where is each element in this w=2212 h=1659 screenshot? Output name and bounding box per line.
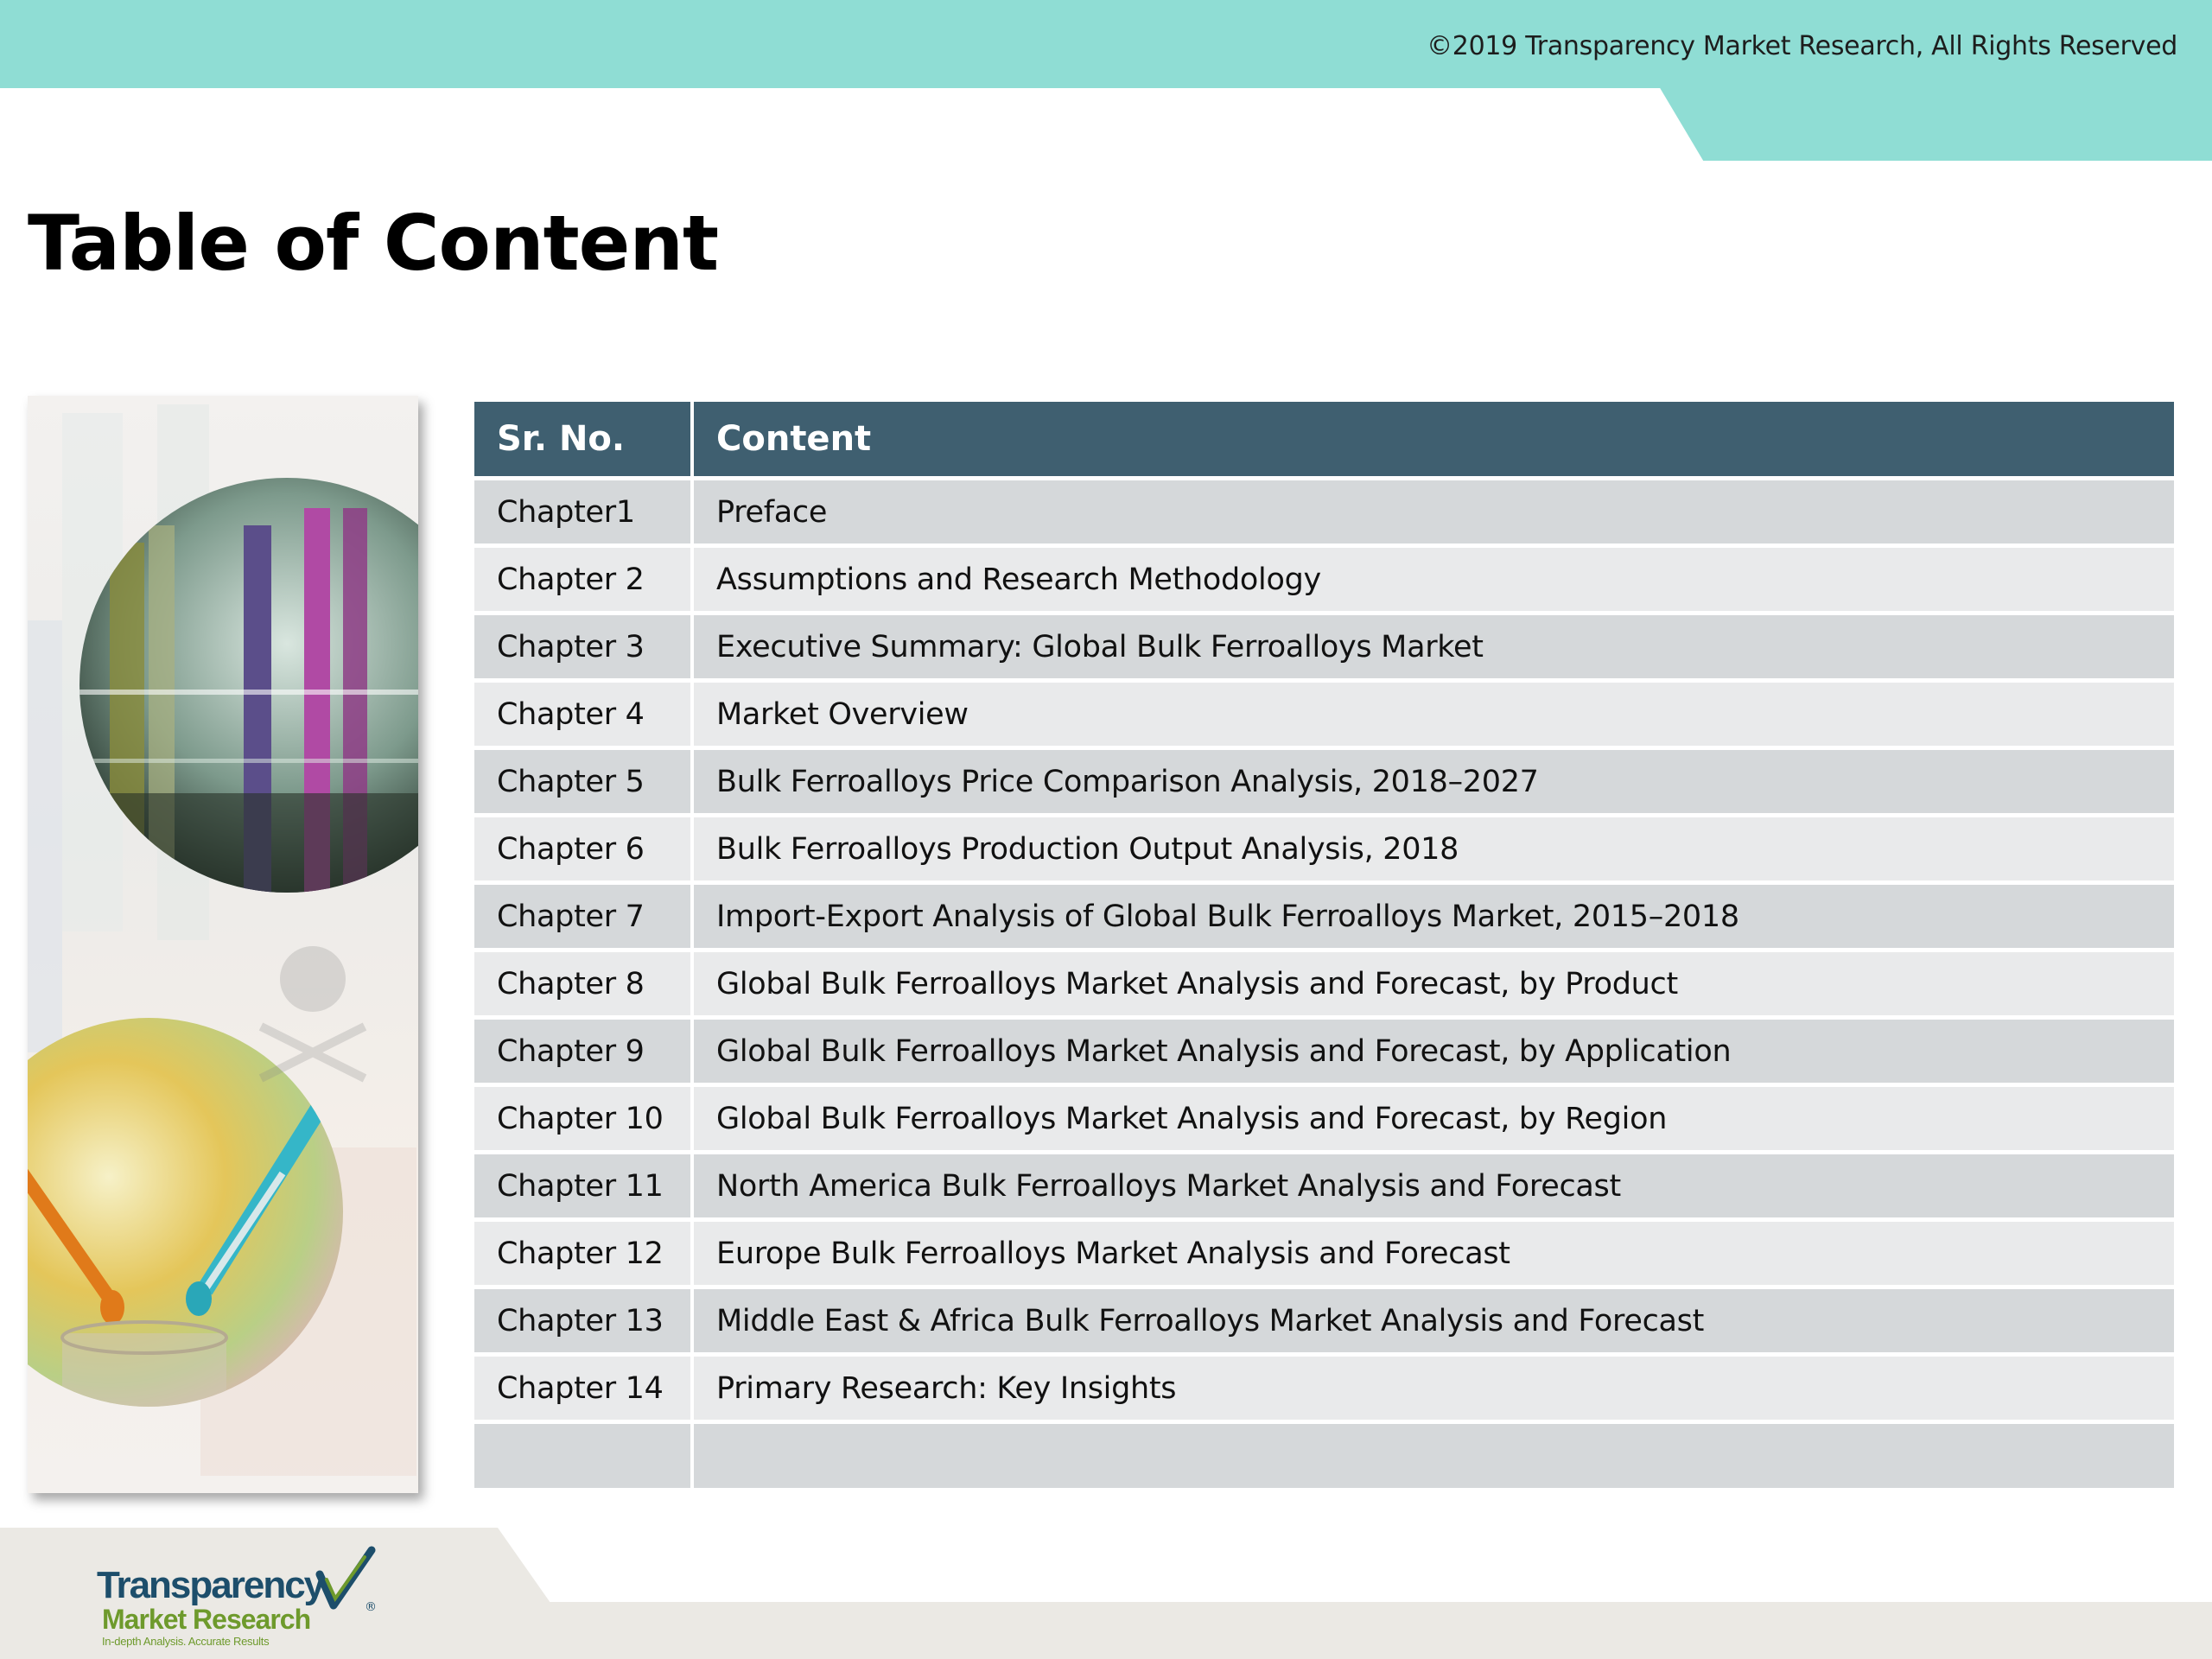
chapter-number: Chapter 4: [474, 683, 694, 746]
table-row: [474, 683, 2174, 746]
chapter-number: Chapter 7: [474, 885, 694, 948]
table-row: [474, 480, 2174, 543]
logo-tagline: In-depth Analysis. Accurate Results: [102, 1635, 270, 1648]
copyright-notice: ©2019 Transparency Market Research, All Rights Reserved: [1427, 31, 2177, 61]
table-row: [474, 1154, 2174, 1217]
table-row: [474, 1357, 2174, 1420]
chapter-title: Assumptions and Research Methodology: [694, 548, 2174, 611]
chapter-number: Chapter 11: [474, 1154, 694, 1217]
chapter-number: Chapter 13: [474, 1289, 694, 1352]
chapter-title: Executive Summary: Global Bulk Ferroalloys Market: [694, 615, 2174, 678]
test-tubes-photo: [79, 478, 418, 906]
chapter-number: Chapter 3: [474, 615, 694, 678]
chapter-title: North America Bulk Ferroalloys Market Analysis and Forecast: [694, 1154, 2174, 1217]
chapter-title: [694, 1424, 2174, 1488]
chapter-title: Import-Export Analysis of Global Bulk Ferroalloys Market, 2015–2018: [694, 885, 2174, 948]
col-header-sr-no: Sr. No.: [474, 402, 694, 476]
logo-line2: Market Research: [102, 1604, 311, 1635]
chapter-title: Middle East & Africa Bulk Ferroalloys Market Analysis and Forecast: [694, 1289, 2174, 1352]
col-header-content: Content: [694, 402, 2174, 476]
chapter-title: Bulk Ferroalloys Price Comparison Analysis, 2018–2027: [694, 750, 2174, 813]
chapter-number: Chapter 5: [474, 750, 694, 813]
chapter-title: Global Bulk Ferroalloys Market Analysis and Forecast, by Product: [694, 952, 2174, 1015]
chapter-title: Europe Bulk Ferroalloys Market Analysis and Forecast: [694, 1222, 2174, 1285]
table-row: [474, 548, 2174, 611]
chapter-number: Chapter 6: [474, 817, 694, 880]
checkmark-icon: [315, 1545, 377, 1614]
table-row: [474, 817, 2174, 880]
page-title: Table of Content: [28, 199, 719, 288]
table-row: [474, 615, 2174, 678]
chapter-number: Chapter 9: [474, 1020, 694, 1083]
chapter-title: Global Bulk Ferroalloys Market Analysis and Forecast, by Region: [694, 1087, 2174, 1150]
lab-image-panel: [28, 396, 418, 1493]
table-of-contents: [474, 397, 2174, 1492]
chapter-title: Global Bulk Ferroalloys Market Analysis and Forecast, by Application: [694, 1020, 2174, 1083]
chapter-number: Chapter 14: [474, 1357, 694, 1420]
chapter-title: Bulk Ferroalloys Production Output Analysis, 2018: [694, 817, 2174, 880]
table-row-empty: [474, 1424, 2174, 1488]
header-tab-shape: [1659, 86, 2212, 161]
table-row: [474, 1020, 2174, 1083]
chapter-number: Chapter 12: [474, 1222, 694, 1285]
table-header-row: [474, 402, 2174, 476]
table-row: [474, 1087, 2174, 1150]
chapter-title: Preface: [694, 480, 2174, 543]
chapter-number: Chapter 10: [474, 1087, 694, 1150]
chapter-title: Primary Research: Key Insights: [694, 1357, 2174, 1420]
table-row: [474, 750, 2174, 813]
table-row: [474, 1289, 2174, 1352]
table-row: [474, 885, 2174, 948]
chapter-number: [474, 1424, 694, 1488]
lab-illustration: [28, 396, 418, 1493]
table-row: [474, 952, 2174, 1015]
chapter-number: Chapter 8: [474, 952, 694, 1015]
logo-line1: Transparency: [97, 1564, 324, 1606]
registered-mark: ®: [365, 1600, 377, 1614]
company-logo: [97, 1545, 382, 1649]
chapter-number: Chapter 2: [474, 548, 694, 611]
chapter-title: Market Overview: [694, 683, 2174, 746]
table-row: [474, 1222, 2174, 1285]
chapter-number: Chapter1: [474, 480, 694, 543]
ghost-tube: [28, 620, 62, 1052]
hazard-skull-icon: [261, 946, 365, 1078]
